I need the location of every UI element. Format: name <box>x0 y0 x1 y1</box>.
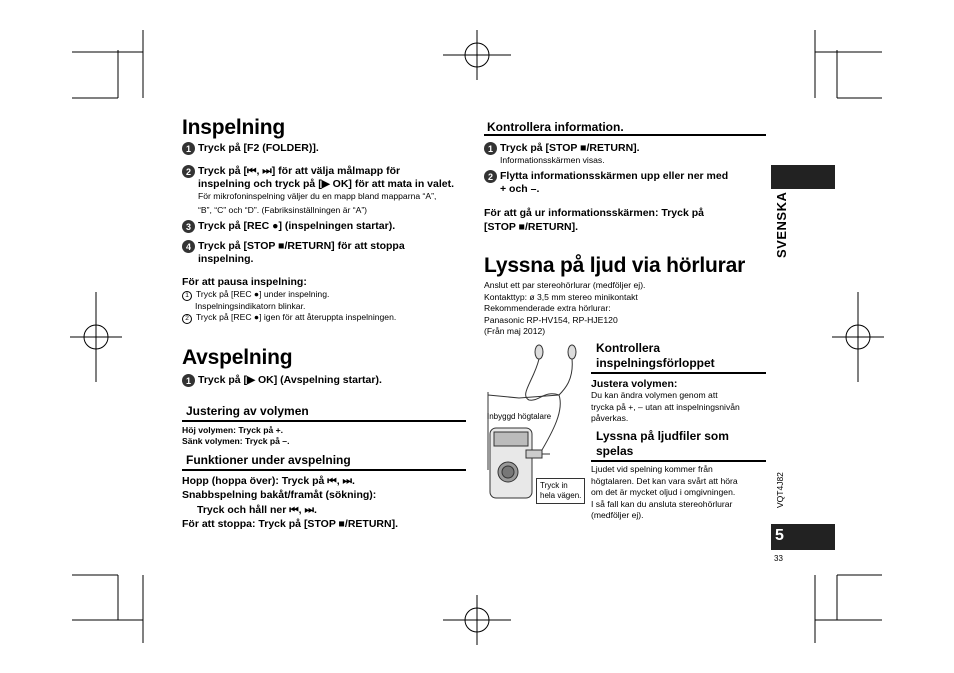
kontroll-step-2 <box>484 170 728 196</box>
avspelning-step-1 <box>182 374 382 387</box>
step-number: 1 <box>182 374 195 387</box>
step-text: Tryck på [STOP ■/RETURN]. <box>500 142 640 154</box>
speaker-label: Inbyggd högtalare <box>487 412 552 421</box>
push-label-line: hela vägen. <box>540 491 582 500</box>
step-text: + och –. <box>500 183 540 195</box>
step-text: Tryck på [REC ●] (inspelningen startar). <box>198 220 396 232</box>
inspelning-step-4 <box>182 240 405 266</box>
functions-heading: Funktioner under avspelning <box>186 453 351 467</box>
step-note: För mikrofoninspelning väljer du en mapp bland mapparna “A”, <box>198 191 437 201</box>
pause-heading: För att pausa inspelning: <box>182 276 307 288</box>
step-text: Tryck på [STOP ■/RETURN] för att stoppa <box>198 240 405 252</box>
adjust-line: Du kan ändra volymen genom att <box>591 390 718 400</box>
pause-item-1-sub: Inspelningsindikatorn blinkar. <box>195 301 306 311</box>
pause-item-1 <box>182 289 329 301</box>
pause-text: Tryck på [REC ●] under inspelning. <box>196 289 330 299</box>
divider <box>182 420 466 422</box>
inspelning-step-1 <box>182 142 319 155</box>
kontroll-step-1 <box>484 142 640 167</box>
push-label-line: Tryck in <box>540 481 568 490</box>
stop-text: För att stoppa: Tryck på [STOP ■/RETURN]. <box>182 518 398 530</box>
inspelning-step-3 <box>182 220 395 233</box>
divider <box>182 469 466 471</box>
pause-text: Tryck på [REC ●] igen för att återuppta inspelningen. <box>196 312 397 322</box>
kontroll-heading: Kontrollera information. <box>487 120 624 134</box>
files-line: om det är mycket oljud i omgivningen. <box>591 487 736 497</box>
fast-text: Snabbspelning bakåt/framåt (sökning): <box>182 489 377 501</box>
step-note: Informationsskärmen visas. <box>500 155 605 165</box>
adjust-line: påverkas. <box>591 413 629 423</box>
intro-line: Anslut ett par stereohörlurar (medföljer ej). <box>484 280 646 290</box>
intro-line: Kontakttyp: ø 3,5 mm stereo minikontakt <box>484 291 638 302</box>
files-line: I så fall kan du ansluta stereohörlurar <box>591 498 733 509</box>
volume-up: Höj volymen: Tryck på +. <box>182 425 284 435</box>
files-heading <box>596 429 729 459</box>
files-line: Ljudet vid spelning kommer från <box>591 464 713 474</box>
inspelning-step-2 <box>182 165 454 216</box>
adjust-heading: Justera volymen: <box>591 378 678 390</box>
step-number: 3 <box>182 220 195 233</box>
step-text: Tryck på [▶ OK] (Avspelning startar). <box>198 374 382 386</box>
language-label: SVENSKA <box>774 191 789 258</box>
step-number: 1 <box>182 142 195 155</box>
volume-heading: Justering av volymen <box>186 404 309 418</box>
circled-number: 1 <box>182 291 192 301</box>
intro-line: Rekommenderade extra hörlurar: <box>484 303 611 313</box>
step-number: 1 <box>484 142 497 155</box>
kontroll-progress-heading <box>596 341 715 371</box>
push-label <box>536 478 585 504</box>
heading-line: Lyssna på ljudfiler som <box>596 429 729 443</box>
skip-text: Hopp (hoppa över): Tryck på ⏮, ⏭. <box>182 475 355 487</box>
heading-line: Kontrollera <box>596 341 661 355</box>
model-code: VQT4J82 <box>775 472 785 508</box>
adjust-line: trycka på +, – utan att inspelningsnivån <box>591 401 740 412</box>
volume-down: Sänk volymen: Tryck på –. <box>182 436 290 446</box>
circled-number: 2 <box>182 314 192 324</box>
divider <box>484 134 766 136</box>
heading-line: spelas <box>596 444 634 458</box>
step-text: Tryck på [⏮, ⏭] för att välja målmapp för <box>198 165 401 177</box>
step-number: 4 <box>182 240 195 253</box>
pause-item-2 <box>182 312 396 324</box>
intro-line: (Från maj 2012) <box>484 326 546 336</box>
language-tab-bar <box>771 165 835 189</box>
fast-sub-text: Tryck och håll ner ⏮, ⏭. <box>197 504 317 516</box>
page-number-small: 33 <box>774 554 783 563</box>
step-text: Tryck på [F2 (FOLDER)]. <box>198 142 319 154</box>
step-text: inspelning och tryck på [▶ OK] för att mata in valet. <box>198 178 455 190</box>
files-line: (medföljer ej). <box>591 510 644 520</box>
files-line: högtalaren. Det kan vara svårt att höra <box>591 475 738 486</box>
step-text: Flytta informationsskärmen upp eller ner med <box>500 170 729 182</box>
lyssna-title: Lyssna på ljud via hörlurar <box>484 254 746 277</box>
step-number: 2 <box>484 170 497 183</box>
exit-line-1: För att gå ur informationsskärmen: Tryck på <box>484 207 704 219</box>
heading-line: inspelningsförloppet <box>596 356 715 370</box>
exit-line-2: [STOP ■/RETURN]. <box>484 221 579 233</box>
lyssna-intro <box>484 280 645 338</box>
step-note: “B”, “C” och “D”. (Fabriksinställningen är “A”) <box>198 204 368 215</box>
page-number-tab <box>771 524 835 550</box>
divider <box>591 460 766 462</box>
page-number: 5 <box>775 527 784 544</box>
intro-line: Panasonic RP-HV154, RP-HJE120 <box>484 314 618 325</box>
avspelning-title: Avspelning <box>182 346 293 369</box>
step-number: 2 <box>182 165 195 178</box>
files-text <box>591 464 738 522</box>
adjust-text <box>591 390 740 425</box>
divider <box>591 372 766 374</box>
step-text: inspelning. <box>198 253 254 265</box>
inspelning-title: Inspelning <box>182 116 286 139</box>
